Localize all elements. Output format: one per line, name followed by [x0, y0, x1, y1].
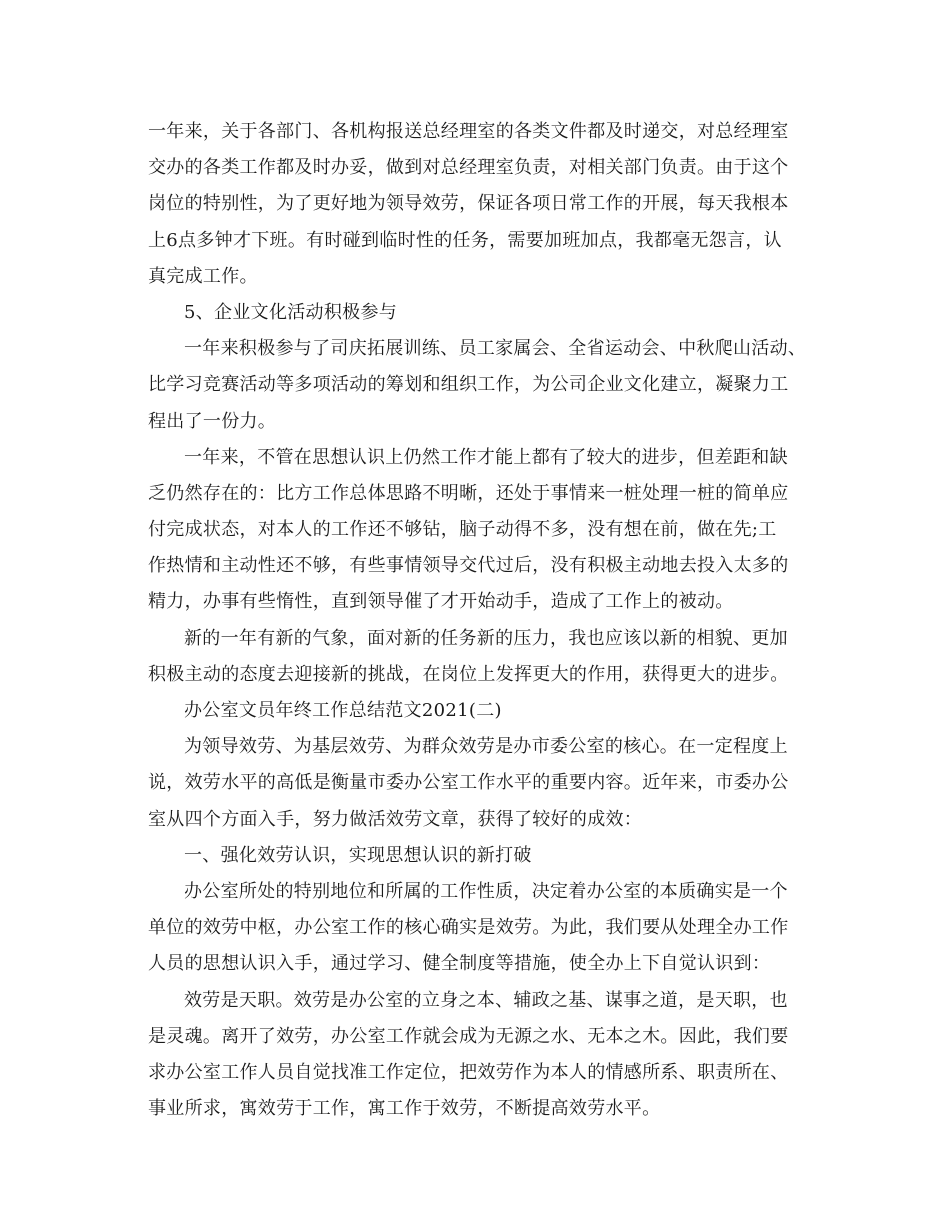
text-line: 真完成工作。: [148, 265, 258, 287]
text-line: 精力，办事有些惰性，直到领导催了才开始动手，造成了工作上的被动。: [148, 591, 734, 613]
text-line: 说，效劳水平的高低是衡量市委办公室工作水平的重要内容。近年来，市委办公: [148, 772, 789, 794]
text-line: 效劳是天职。效劳是办公室的立身之本、辅政之基、谋事之道，是天职，也: [184, 989, 788, 1011]
text-line: 作热情和主动性还不够，有些事情领导交代过后，没有积极主动地去投入太多的: [148, 555, 789, 577]
text-line: 一年来，不管在思想认识上仍然工作才能上都有了较大的进步，但差距和缺: [184, 446, 788, 468]
text-line: 为领导效劳、为基层效劳、为群众效劳是办市委公室的核心。在一定程度上: [184, 736, 788, 758]
text-line: 比学习竞赛活动等多项活动的筹划和组织工作，为公司企业文化建立，凝聚力工: [148, 374, 789, 396]
text-line: 人员的思想认识入手，通过学习、健全制度等措施，使全办上下自觉认识到：: [148, 953, 771, 975]
text-line: 一、强化效劳认识，实现思想认识的新打破: [184, 844, 532, 866]
text-line: 付完成状态，对本人的工作还不够钻，脑子动得不多，没有想在前，做在先;工: [148, 519, 777, 541]
text-line: 一年来，关于各部门、各机构报送总经理室的各类文件都及时递交，对总经理室: [148, 121, 789, 142]
text-line: 程出了一份力。: [148, 410, 277, 432]
document-body: [148, 114, 808, 1127]
text-line: 求办公室工作人员自觉找准工作定位，把效劳作为本人的情感所系、职责所在、: [148, 1061, 789, 1083]
text-line: 交办的各类工作都及时办妥，做到对总经理室负责，对相关部门负责。由于这个: [148, 157, 789, 179]
text-line: 积极主动的态度去迎接新的挑战，在岗位上发挥更大的作用，获得更大的进步。: [148, 663, 789, 685]
text-line: 上6点多钟才下班。有时碰到临时性的任务，需要加班加点，我都毫无怨言，认: [148, 229, 782, 251]
text-line: 单位的效劳中枢，办公室工作的核心确实是效劳。为此，我们要从处理全办工作: [148, 917, 789, 939]
text-line: 5、企业文化活动积极参与: [184, 301, 398, 323]
text-line: 一年来积极参与了司庆拓展训练、员工家属会、全省运动会、中秋爬山活动、: [184, 338, 807, 360]
text-line: 办公室所处的特别地位和所属的工作性质，决定着办公室的本质确实是一个: [184, 880, 788, 902]
text-line: 办公室文员年终工作总结范文2021(二): [184, 700, 502, 721]
text-line: 是灵魂。离开了效劳，办公室工作就会成为无源之水、无本之木。因此，我们要: [148, 1025, 789, 1047]
text-line: 乏仍然存在的：比方工作总体思路不明晰，还处于事情来一桩处理一桩的简单应: [148, 482, 789, 504]
text-line: 事业所求，寓效劳于工作，寓工作于效劳，不断提高效劳水平。: [148, 1098, 661, 1120]
text-line: 新的一年有新的气象，面对新的任务新的压力，我也应该以新的相貌、更加: [184, 627, 788, 649]
text-line: 室从四个方面入手，努力做活效劳文章，获得了较好的成效：: [148, 808, 643, 830]
text-line: 岗位的特别性，为了更好地为领导效劳，保证各项日常工作的开展，每天我根本: [148, 193, 789, 215]
